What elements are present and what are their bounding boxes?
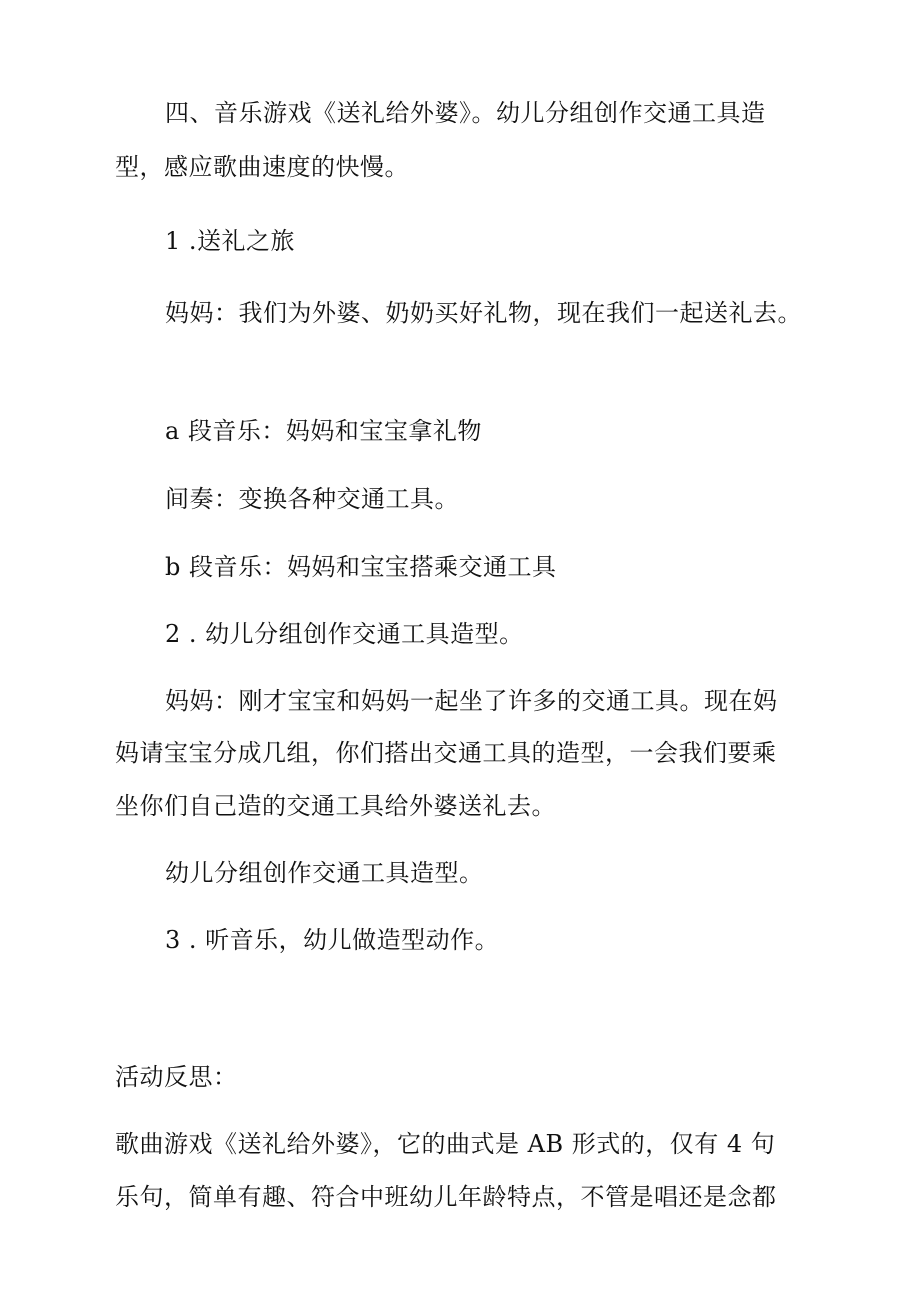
step-heading-3: 3 . 听音乐，幼儿做造型动作。 [165, 926, 500, 954]
paragraph-line: 妈妈：我们为外婆、奶奶买好礼物，现在我们一起送礼去。 [165, 299, 802, 327]
paragraph-line: 歌曲游戏《送礼给外婆》，它的曲式是 AB 形式的，仅有 4 句 [115, 1130, 776, 1158]
music-interlude: 间奏：变换各种交通工具。 [165, 485, 459, 513]
paragraph-line: 坐你们自己造的交通工具给外婆送礼去。 [115, 792, 556, 820]
paragraph-line: 幼儿分组创作交通工具造型。 [165, 859, 484, 887]
paragraph-line: 妈请宝宝分成几组，你们搭出交通工具的造型，一会我们要乘 [115, 739, 777, 767]
paragraph-line: 型，感应歌曲速度的快慢。 [115, 153, 409, 181]
step-heading-1: 1 .送礼之旅 [165, 227, 296, 255]
paragraph-line: 乐句，简单有趣、符合中班幼儿年龄特点，不管是唱还是念都 [115, 1183, 777, 1211]
paragraph-line: 妈妈：刚才宝宝和妈妈一起坐了许多的交通工具。现在妈 [165, 687, 778, 715]
music-part-a: a 段音乐：妈妈和宝宝拿礼物 [165, 417, 482, 445]
music-part-b: b 段音乐：妈妈和宝宝搭乘交通工具 [165, 553, 557, 581]
section-heading-music-game: 四、音乐游戏《送礼给外婆》。幼儿分组创作交通工具造 [165, 99, 766, 127]
step-heading-2: 2 . 幼儿分组创作交通工具造型。 [165, 620, 524, 648]
reflection-heading: 活动反思： [115, 1063, 238, 1091]
